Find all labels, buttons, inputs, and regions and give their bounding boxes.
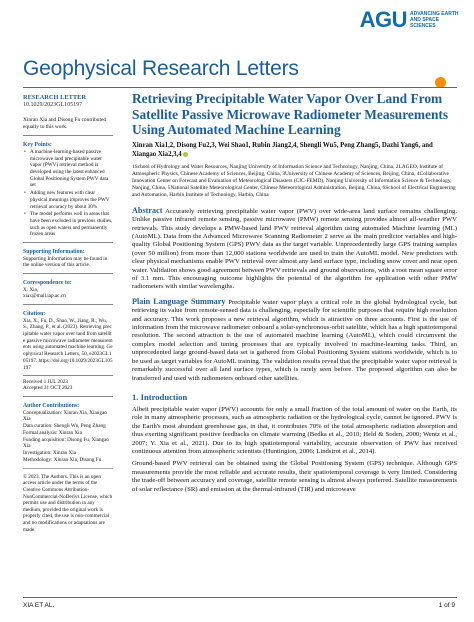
equal-contribution-note: Xinran Xia and Disong Fu contributed equally to this work. — [23, 117, 107, 131]
article-type: RESEARCH LETTER — [23, 94, 87, 101]
divider — [23, 468, 113, 469]
license-text: © 2023. The Authors. This is an open access article under the terms of the Creative Commons Attribution-NonCommercial-NoDerivs License, which permits use and distribution in any medium, provided the original work is properly cited, the use is non-commercial and no modifications or adaptations are made. — [23, 473, 113, 533]
divider — [23, 375, 113, 376]
correspondence-name: X. Xia, — [23, 286, 39, 293]
plain-language-summary — [132, 298, 457, 383]
correspondence-heading: Correspondence to: — [23, 279, 72, 286]
article-title: Retrieving Precipitable Water Vapor Over Land From Satellite Passive Microwave Radiometer Measurements Using Automated Machine Learning — [132, 91, 449, 138]
divider — [23, 135, 113, 136]
abstract-heading: Abstract — [132, 205, 163, 215]
section-heading: 1. Introduction — [132, 391, 188, 402]
author-contribution: Funding acquisition: Disong Fu, Xiangao Xia — [23, 436, 110, 450]
pls-text: Precipitable water vapor plays a critical role in the global hydrological cycle, but retrieving its value from remote-sensed data is challenging, especially for scientific purposes that require high resolution and accuracy. This work proposes a new retrieval algorithm, which is attractive on three accounts. First is the use of information from the microwave radiometer onboard a solar-synchronous-orbit satellite, which has a high spatiotemporal resolution. The second attraction is the use of automated machine learning (AutoML), which could circumvent the complex model selection and tuning processes that are typically involved in machine-learning tasks. Third, an unprecedented large ground-based data set is gathered from Global Positioning System stations worldwide, which is to be used as target variables for AutoML training. The validation results reveal that the precipitable water vapor retrieval is remarkably successful over all land surface types, which is rarely seen before. The proposed algorithm can also be transferred and used with radiometers onboard other satellites. — [132, 298, 457, 382]
supporting-text: Supporting Information may be found in the online version of this article. — [23, 255, 108, 269]
footer-authors: XIA ET AL. — [23, 602, 55, 609]
author-contribution: Formal analysis: Xinran Xia — [23, 429, 82, 436]
key-point: • A machine-learning-based passive microwave land precipitable water vapor (PWV) retrieval method is developed using the latest enhanced Global Positioning System PWV data set — [23, 149, 113, 189]
agu-logo: AGU — [359, 7, 407, 32]
supporting-heading: Supporting Information: — [23, 248, 85, 255]
author-contribution: Investigation: Xinran Xia — [23, 449, 77, 456]
key-point: • Adding new features with clear physical meanings improves the PWV retrieval accuracy by about 30% — [23, 190, 113, 210]
article-body — [132, 91, 457, 494]
received-date: Received 1 JUL 2023 — [23, 378, 68, 385]
citation-text: Xia, X., Fu, D., Shao, W., Jiang, R., Wu, S., Zhang, P., et al. (2023). Retrieving precipitable water vapor over land from satellite passive microwave radiometer measurements using automated machine learning. Geophysical Research Letters, 50, e2023GL105197. https://doi.org/10.1029/2023GL105197 — [23, 317, 113, 371]
intro-paragraph: Albeit precipitable water vapor (PWV) accounts for only a small fraction of the total amount of water on the Earth, its role in many atmospheric processes, such as atmospheric radiation or the hydrological cycle, cannot be ignored. PWV is the Earth's most abundant greenhouse gas, in that, it contributes 70% of the total atmospheric radiation absorption and thus exerting significant positive feedbacks on climate warming (Bedka et al., 2010; Held & Soden, 2000; Wentz et al., 2007; Y. Xia et al., 2021). Due to its high spatiotemporal variability, accurate observation of PWV has received continuous attention from atmospheric scientists (Huntington, 2006; Lindstrot et al., 2014). — [132, 405, 457, 455]
agu-tagline: ADVANCING EARTH AND SPACE SCIENCES — [410, 11, 459, 29]
author-contribution: Conceptualization: Xinran Xia, Xiangao Xia — [23, 409, 107, 423]
authors-text: Xinran Xia1,2, Disong Fu2,3, Wei Shao1, Rubin Jiang2,4, Shengli Wu5, Peng Zhang5, Dazhi Yang6, and Xiangao Xia2,3,4 — [132, 141, 433, 158]
pls-heading: Plain Language Summary — [132, 296, 226, 306]
citation-heading: Citation: — [23, 310, 46, 317]
doi[interactable]: 10.1029/2023GL105197 — [23, 102, 83, 108]
abstract-text: Accurately retrieving precipitable water vapor (PWV) over wide-area land surface remains challenging. Unlike passive infrared remote sensing, passive microwave (PMW) remote sensing provides almost all-weather PWV retrievals. This study develops a PMW-based land PWV retrieval algorithm using automated Machine learning (ML) (AutoML). Data from the Advanced Microwave Scanning Radiometer 2 serve as the main predictor variables and high-quality Global Positioning System (GPS) PWV data as the target variable. Unprecedentedly large GPS training samples (over 50 million) from more than 12,000 stations worldwide are used to train the AutoML model. New predictors with clear physical mechanisms enable PWV retrieval over almost any land surface type, including snow cover and near open water. Validation shows good agreement between PWV retrievals and ground observations, with a root mean square error of 3.1 mm. This encouraging outcome highlights the potential of the algorithm for application with other PMW radiometers with similar wavelengths. — [132, 207, 457, 291]
key-point: • The model performs well in areas that have been excluded in previous studies, such as open waters and permanently frozen areas — [23, 211, 113, 238]
divider — [23, 304, 113, 305]
divider — [23, 273, 113, 274]
author-contribution: Methodology: Xinran Xia, Disong Fu — [23, 456, 102, 463]
header-divider — [23, 87, 457, 88]
correspondence-email[interactable]: xiax@mail.iap.ac.cn — [23, 293, 66, 300]
author-contributions-heading: Author Contributions: — [23, 402, 80, 409]
author-list — [132, 141, 457, 159]
journal-title: Geophysical Research Letters — [23, 57, 299, 80]
footer-divider — [23, 597, 457, 598]
page-number: 1 of 9 — [438, 602, 455, 609]
sidebar — [23, 94, 113, 533]
abstract — [132, 207, 457, 292]
affiliations: 1School of Hydrology and Water Resources, Nanjing University of Information Science and Technology, Nanjing, China, 2LAGEO, Institute of Atmospheric Physics, Chinese Academy of Sciences, Beijing, China, 3University of Chinese Academy of Sciences, Beijing, China, 4Collaborative Innovation Center on Forecast and Evaluation of Meteorological Disasters (CIC-FEMD), Nanjing University of Information Science & Technology, Nanjing, China, 5National Satellite Meteorological Center, Chinese Meteorological Administration, Beijing, China, 6School of Electrical Engineering and Automation, Harbin Institute of Technology, Harbin, China — [132, 163, 456, 198]
accepted-date: Accepted 31 OCT 2023 — [23, 385, 73, 392]
key-points-heading: Key Points: — [23, 141, 52, 148]
orcid-icon[interactable] — [183, 152, 188, 157]
agu-logo-group — [360, 9, 460, 31]
divider — [23, 242, 113, 243]
divider — [23, 396, 113, 397]
intro-paragraph: Ground-based PWV retrieval can be obtained using the Global Positioning System (GPS) technique. Although GPS measurements provide the most reliable and accurate results, their spatiotemporal coverage is very limited. Considering the trade-off between accuracy and coverage, satellite remote sensing is almost always preferred. Satellite measurements of solar reflectance (SR) and emission at the thermal-infrared (TIR) and microwave — [132, 460, 457, 493]
key-points-list — [23, 149, 113, 238]
author-contribution: Data curation: Shengli Wu, Peng Zhang — [23, 423, 106, 430]
